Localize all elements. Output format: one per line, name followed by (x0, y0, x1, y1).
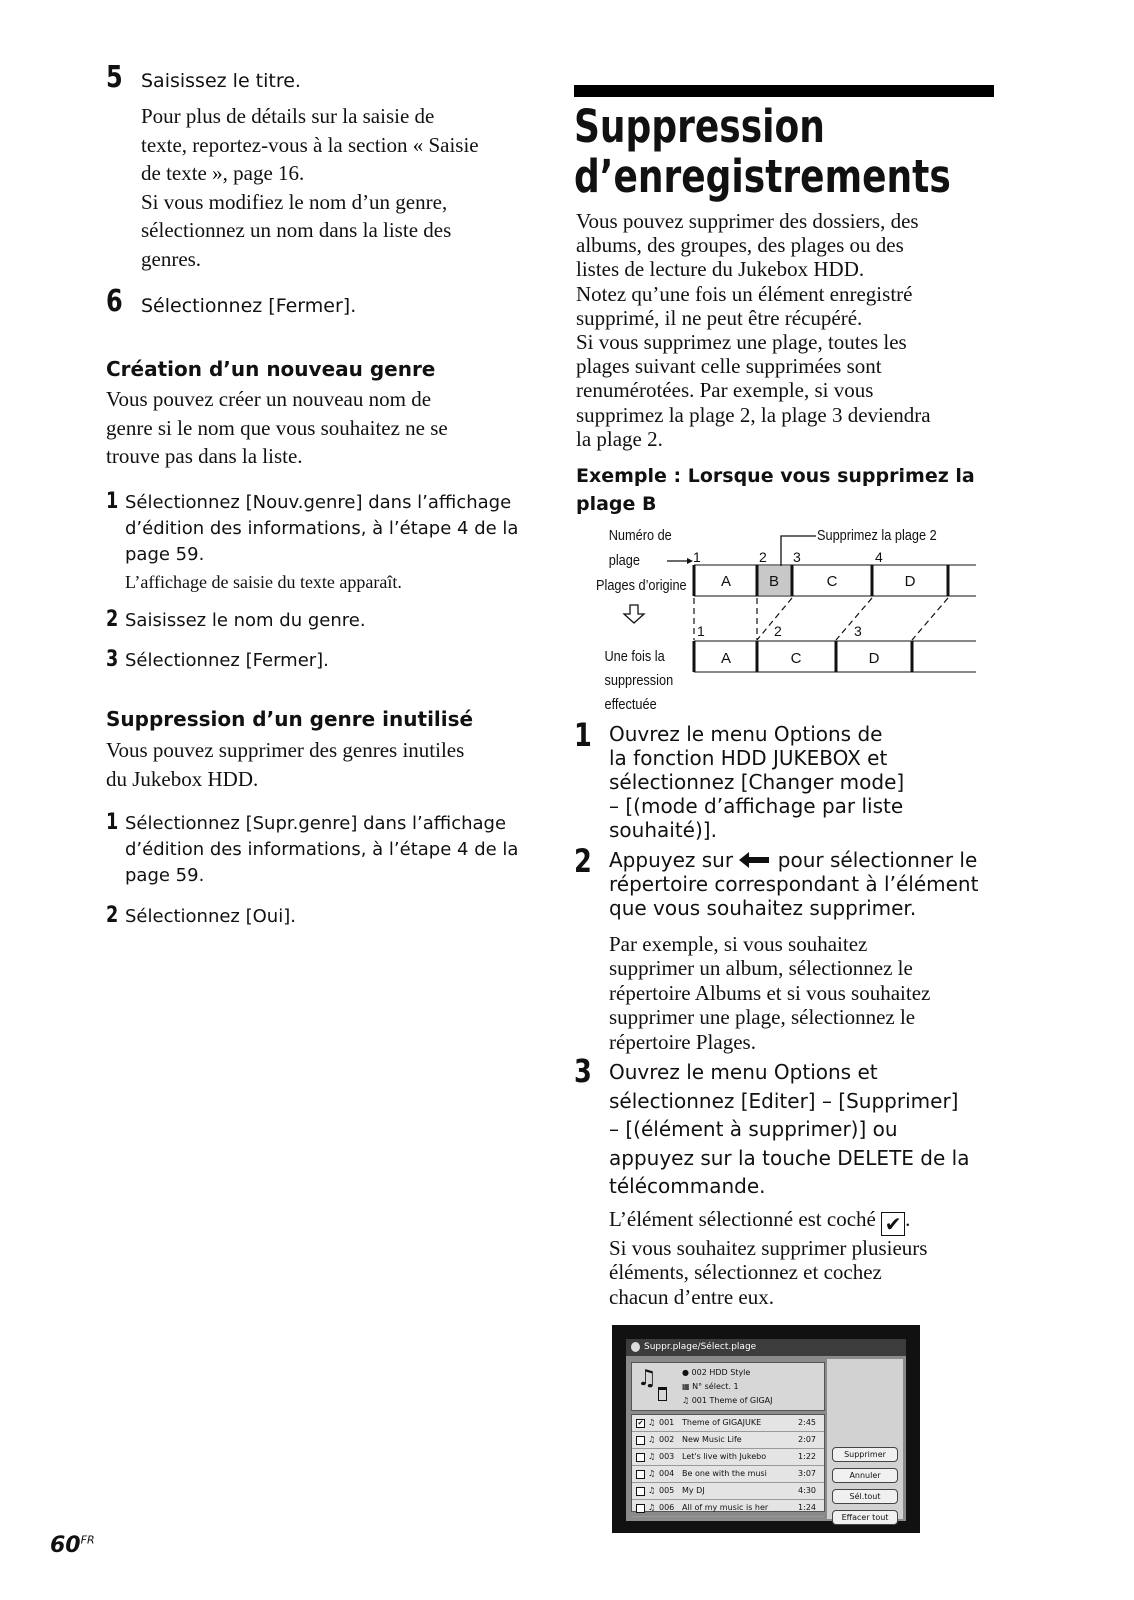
language-code: FR (80, 1533, 95, 1547)
table-row[interactable] (632, 1483, 824, 1500)
track-number: 006 (659, 1503, 675, 1512)
text-line: souhaité)]. (609, 818, 717, 842)
track-time: 1:24 (798, 1503, 816, 1512)
track-name: All of my music is her (682, 1503, 769, 1512)
step-text (125, 811, 545, 889)
text-line: Ouvrez le menu Options et (609, 1060, 878, 1084)
table-row[interactable] (632, 1432, 824, 1449)
clear-all-button[interactable]: Effacer tout (832, 1510, 898, 1525)
text-part: Appuyez sur (609, 848, 734, 872)
checkbox-icon[interactable] (636, 1436, 645, 1445)
track-renumbering-diagram (596, 528, 996, 728)
text-line: albums, des groupes, des plages ou des (576, 233, 904, 258)
label-after-2: suppression (604, 670, 674, 689)
text-line: Par exemple, si vous souhaitez (609, 932, 868, 956)
text-line: du Jukebox HDD. (106, 766, 259, 791)
text-line: la plage 2. (576, 426, 663, 451)
text-line: Pour plus de détails sur la saisie de (141, 104, 435, 128)
after-number: 2 (774, 623, 782, 639)
screen-titlebar (626, 1339, 906, 1356)
checkbox-checked-icon: ✔ (881, 1212, 905, 1236)
orig-track: A (720, 573, 732, 590)
example-heading (576, 462, 996, 518)
step-number: 2 (574, 842, 592, 880)
music-note-icon: ♫ (648, 1452, 656, 1461)
orig-track: C (826, 573, 838, 590)
step-number: 2 (106, 903, 119, 928)
select-all-button[interactable]: Sél.tout (832, 1489, 898, 1504)
info-panel (631, 1362, 825, 1411)
step-number: 6 (106, 284, 123, 319)
text-line: supprimé, il ne peut être récupéré. (576, 305, 863, 330)
music-note-icon: ♫ (648, 1486, 656, 1495)
screen-window (626, 1339, 906, 1521)
orig-number: 4 (875, 549, 883, 565)
step-text: Saisissez le nom du genre. (125, 610, 366, 631)
section-intro (106, 385, 536, 471)
text-line: genres. (141, 246, 202, 271)
step-text (609, 722, 1009, 842)
text-line: d’édition des informations, à l’étape 4 de la (125, 839, 519, 860)
info-line: ♫ 001 Theme of GIGAJ (682, 1396, 773, 1405)
text-line: que vous souhaitez supprimer. (609, 896, 917, 920)
text-line: renumérotées. Par exemple, si vous (576, 378, 874, 403)
info-text: N° sélect. 1 (692, 1382, 739, 1391)
step-title: Saisissez le titre. (141, 70, 301, 92)
intro-paragraph (576, 209, 996, 451)
track-name: My DJ (682, 1486, 705, 1495)
text-line: Si vous modifiez le nom d’un genre, (141, 189, 448, 214)
track-name: Theme of GIGAJUKE (682, 1418, 762, 1427)
orig-number: 3 (793, 549, 801, 565)
title-line: Suppression (574, 100, 825, 153)
step-detail (609, 932, 1009, 1054)
step-number: 1 (574, 716, 592, 754)
step-detail (609, 1207, 1009, 1309)
table-row[interactable] (632, 1449, 824, 1466)
text-line: Vous pouvez supprimer des genres inutiles (106, 738, 465, 762)
text-line: supprimer une plage, sélectionnez le (609, 1005, 916, 1030)
music-note-icon: ♫ (648, 1435, 656, 1444)
step-number: 3 (574, 1052, 592, 1090)
text-part: . (905, 1207, 911, 1231)
text-line: Exemple : Lorsque vous supprimez la (576, 465, 975, 487)
page-number-value: 60 (50, 1533, 81, 1558)
text-line: Si vous souhaitez supprimer plusieurs (609, 1236, 928, 1260)
screen-buttons (832, 1447, 898, 1525)
text-line (609, 1207, 1009, 1236)
text-line: Si vous supprimez une plage, toutes les (576, 330, 907, 355)
track-list (631, 1414, 825, 1512)
text-line: chacun d’entre eux. (609, 1284, 774, 1309)
info-line: ● 002 HDD Style (682, 1368, 751, 1377)
step-text: Sélectionnez [Oui]. (125, 906, 296, 927)
text-line: d’édition des informations, à l’étape 4 de la (125, 518, 519, 539)
music-note-icon: ♫ (648, 1418, 656, 1427)
step-text: Sélectionnez [Fermer]. (125, 650, 329, 671)
info-line: ▦ N° sélect. 1 (682, 1382, 739, 1391)
section-heading: Suppression d’un genre inutilisé (106, 707, 474, 731)
step-number: 3 (106, 647, 119, 672)
track-number: 005 (659, 1486, 675, 1495)
text-line: Sélectionnez [Supr.genre] dans l’affichage (125, 813, 507, 834)
text-line: répertoire Plages. (609, 1029, 756, 1054)
text-line: plage B (576, 493, 657, 515)
text-line: – [(élément à supprimer)] ou (609, 1117, 898, 1141)
text-line: de texte », page 16. (141, 161, 305, 185)
step-number: 5 (106, 60, 123, 95)
track-time: 2:45 (798, 1418, 816, 1427)
cancel-button[interactable]: Annuler (832, 1468, 898, 1483)
text-line: plages suivant celle supprimées sont (576, 354, 882, 379)
track-number: 002 (659, 1435, 675, 1444)
text-line: page 59. (125, 865, 205, 886)
checkbox-icon[interactable] (636, 1453, 645, 1462)
text-line: la fonction HDD JUKEBOX et (609, 746, 888, 770)
label-numero: Numéro de (608, 528, 672, 544)
table-row[interactable] (632, 1466, 824, 1483)
title-rule (574, 85, 994, 97)
text-line: – [(mode d’affichage par liste (609, 794, 904, 818)
text-line (609, 848, 1009, 872)
label-after-3: effectuée (604, 694, 657, 713)
screen-capture (612, 1325, 920, 1533)
table-row[interactable] (632, 1500, 824, 1517)
track-number: 004 (659, 1469, 675, 1478)
orig-number: 1 (693, 549, 701, 565)
orig-track: D (904, 573, 916, 590)
step-note: L’affichage de saisie du texte apparaît. (125, 572, 402, 592)
screen-title: Suppr.plage/Sélect.plage (644, 1342, 757, 1352)
checkbox-checked-icon[interactable]: ✔ (637, 1419, 644, 1427)
info-text: 002 HDD Style (691, 1368, 751, 1377)
step-description (141, 102, 541, 273)
after-number: 3 (854, 623, 862, 639)
after-number: 1 (697, 623, 705, 639)
trash-icon (658, 1387, 667, 1401)
text-line: sélectionnez [Editer] – [Supprimer] (609, 1088, 959, 1113)
text-line: page 59. (125, 544, 205, 565)
track-time: 2:07 (798, 1435, 816, 1444)
label-plage: plage (608, 550, 640, 569)
table-row[interactable] (632, 1415, 824, 1432)
down-arrow-icon (624, 605, 644, 623)
step-number: 1 (106, 810, 119, 835)
text-line: sélectionnez un nom dans la liste des (141, 218, 452, 242)
track-name: Let's live with Jukebo (682, 1452, 767, 1461)
page-title (574, 102, 951, 202)
step-title: Sélectionnez [Fermer]. (141, 295, 357, 317)
title-line: d’enregistrements (574, 150, 951, 203)
section-intro (106, 736, 536, 793)
music-note-icon: ♫ (648, 1503, 656, 1512)
text-line: Notez qu’une fois un élément enregistré (576, 281, 913, 306)
track-time: 1:22 (798, 1452, 816, 1461)
callout-text: Supprimez la plage 2 (817, 528, 937, 544)
text-line: Sélectionnez [Nouv.genre] dans l’affichage (125, 492, 512, 513)
after-track: C (790, 650, 802, 667)
text-line: Ouvrez le menu Options de (609, 722, 883, 746)
track-name: Be one with the musi (682, 1469, 767, 1478)
track-number: 003 (659, 1452, 675, 1461)
info-lines (682, 1366, 773, 1408)
label-origine: Plages d’origine (596, 575, 687, 594)
text-line: éléments, sélectionnez et cochez (609, 1260, 882, 1285)
left-arrow-icon (739, 852, 771, 868)
track-name: New Music Life (682, 1435, 742, 1444)
music-note-icon: ♫ (648, 1469, 656, 1478)
after-track: A (720, 650, 732, 667)
after-track: D (868, 650, 880, 667)
text-line: texte, reportez-vous à la section « Saisie (141, 132, 479, 157)
text-line: répertoire correspondant à l’élément (609, 872, 979, 896)
step-text (609, 1058, 1009, 1201)
page-number (50, 1533, 95, 1558)
text-line: genre si le nom que vous souhaitez ne se (106, 415, 448, 440)
step-text (125, 490, 545, 596)
text-line: supprimez la plage 2, la plage 3 deviendra (576, 402, 931, 427)
music-note-icon: ♫ (637, 1366, 657, 1391)
text-line: télécommande. (609, 1174, 766, 1198)
text-line: Vous pouvez supprimer des dossiers, des (576, 209, 919, 233)
label-after-1: Une fois la (604, 646, 665, 665)
text-part: L’élément sélectionné est coché (609, 1207, 876, 1231)
info-text: 001 Theme of GIGAJ (691, 1396, 773, 1405)
text-line: Vous pouvez créer un nouveau nom de (106, 387, 432, 411)
step-number: 1 (106, 489, 119, 514)
connector (912, 598, 948, 640)
text-line: supprimer un album, sélectionnez le (609, 956, 913, 981)
track-time: 4:30 (798, 1486, 816, 1495)
checkbox-icon[interactable] (636, 1504, 645, 1513)
checkbox-icon[interactable] (636, 1470, 645, 1479)
speaker-icon (631, 1342, 640, 1352)
text-line: répertoire Albums et si vous souhaitez (609, 980, 931, 1005)
text-line: appuyez sur la touche DELETE de la (609, 1145, 970, 1170)
orig-track: B (768, 573, 780, 590)
track-number: 001 (659, 1418, 675, 1427)
track-time: 3:07 (798, 1469, 816, 1478)
step-number: 2 (106, 607, 119, 632)
text-line: trouve pas dans la liste. (106, 444, 303, 468)
section-heading: Création d’un nouveau genre (106, 357, 436, 381)
delete-button[interactable]: Supprimer (832, 1447, 898, 1462)
text-line: listes de lecture du Jukebox HDD. (576, 257, 865, 282)
orig-number: 2 (759, 549, 767, 565)
checkbox-icon[interactable] (636, 1487, 645, 1496)
text-line: sélectionnez [Changer mode] (609, 770, 905, 794)
track-rows (632, 1415, 824, 1517)
step-text (609, 848, 1009, 920)
text-part: pour sélectionner le (777, 848, 978, 872)
